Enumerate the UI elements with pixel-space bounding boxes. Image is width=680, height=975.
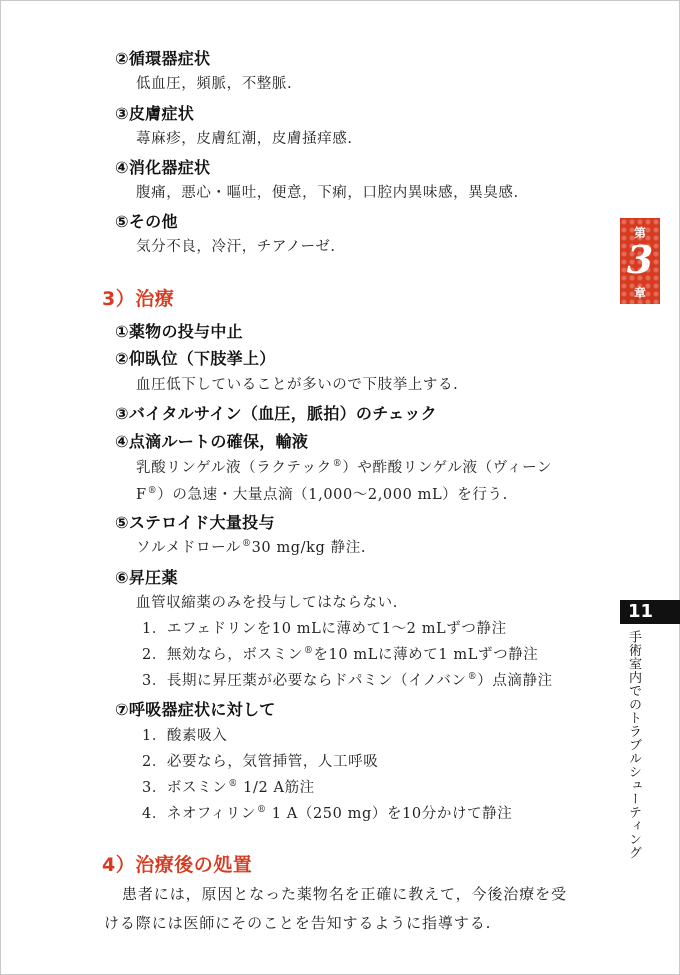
heading-gi: ④消化器症状 bbox=[115, 158, 211, 177]
heading-stop-drug: ①薬物の投与中止 bbox=[115, 322, 243, 341]
text-after-line2: ける際には医師にそのことを告知するように指導する. bbox=[104, 914, 492, 932]
text-circulatory: 低血圧，頻脈，不整脈. bbox=[136, 76, 293, 92]
registered-mark: ® bbox=[332, 459, 343, 469]
list-item-pressor-1: 1．エフェドリンを10 mLに薄めて1～2 mLずつ静注 bbox=[142, 621, 507, 637]
text-pressor: 血管収縮薬のみを投与してはならない. bbox=[136, 595, 398, 611]
registered-mark: ® bbox=[147, 486, 158, 496]
section-title-vertical: 手術室内でのトラブルシューティング bbox=[626, 630, 641, 860]
chapter-label-top: 第 bbox=[633, 226, 646, 240]
list-item-pressor-3: 3．長期に昇圧薬が必要ならドパミン（イノバン®）点滴静注 bbox=[142, 672, 553, 689]
heading-supine: ②仰臥位（下肢挙上） bbox=[115, 349, 276, 368]
list-item-resp-3: 3．ボスミン® 1/2 A筋注 bbox=[142, 779, 315, 796]
section-title-after-treatment: 4）治療後の処置 bbox=[102, 854, 253, 876]
chapter-number: 3 bbox=[626, 237, 654, 282]
list-item-resp-2: 2．必要なら，気管挿管，人工呼吸 bbox=[142, 754, 379, 770]
section-title-treatment: 3）治療 bbox=[102, 288, 175, 310]
text-after-line1: 患者には，原因となった薬物名を正確に教えて，今後治療を受 bbox=[122, 885, 567, 903]
heading-respiratory: ⑦呼吸器症状に対して bbox=[115, 700, 276, 719]
list-item-resp-1: 1．酸素吸入 bbox=[142, 728, 228, 744]
heading-vital: ③バイタルサイン（血圧，脈拍）のチェック bbox=[115, 404, 437, 423]
section-number-tab: 11 bbox=[620, 600, 680, 624]
text-gi: 腹痛，悪心・嘔吐，便意，下痢，口腔内異味感，異臭感. bbox=[136, 185, 519, 201]
registered-mark: ® bbox=[228, 779, 238, 789]
heading-other: ⑤その他 bbox=[115, 212, 178, 231]
heading-skin: ③皮膚症状 bbox=[115, 104, 195, 123]
heading-iv: ④点滴ルートの確保，輸液 bbox=[115, 432, 309, 451]
heading-circulatory: ②循環器症状 bbox=[115, 49, 211, 68]
heading-pressor: ⑥昇圧薬 bbox=[115, 568, 178, 587]
registered-mark: ® bbox=[303, 646, 314, 656]
registered-mark: ® bbox=[467, 672, 478, 682]
text-steroid: ソルメドロール®30 mg/kg 静注. bbox=[136, 539, 367, 556]
chapter-tab bbox=[620, 218, 660, 304]
text-iv-line1: 乳酸リンゲル液（ラクテック®）や酢酸リンゲル液（ヴィーン bbox=[136, 459, 552, 476]
heading-steroid: ⑤ステロイド大量投与 bbox=[115, 513, 275, 532]
text-other: 気分不良，冷汗，チアノーゼ. bbox=[136, 239, 336, 255]
registered-mark: ® bbox=[256, 805, 267, 815]
text-supine: 血圧低下していることが多いので下肢挙上する. bbox=[136, 377, 459, 393]
list-item-pressor-2: 2．無効なら，ボスミン®を10 mLに薄めて1 mLずつ静注 bbox=[142, 646, 539, 663]
chapter-label-bottom: 章 bbox=[633, 286, 646, 300]
registered-mark: ® bbox=[241, 539, 252, 549]
text-iv-line2: F®）の急速・大量点滴（1,000～2,000 mL）を行う. bbox=[136, 486, 508, 503]
list-item-resp-4: 4．ネオフィリン® 1 A（250 mg）を10分かけて静注 bbox=[142, 805, 513, 822]
text-skin: 蕁麻疹，皮膚紅潮，皮膚掻痒感. bbox=[136, 131, 353, 147]
